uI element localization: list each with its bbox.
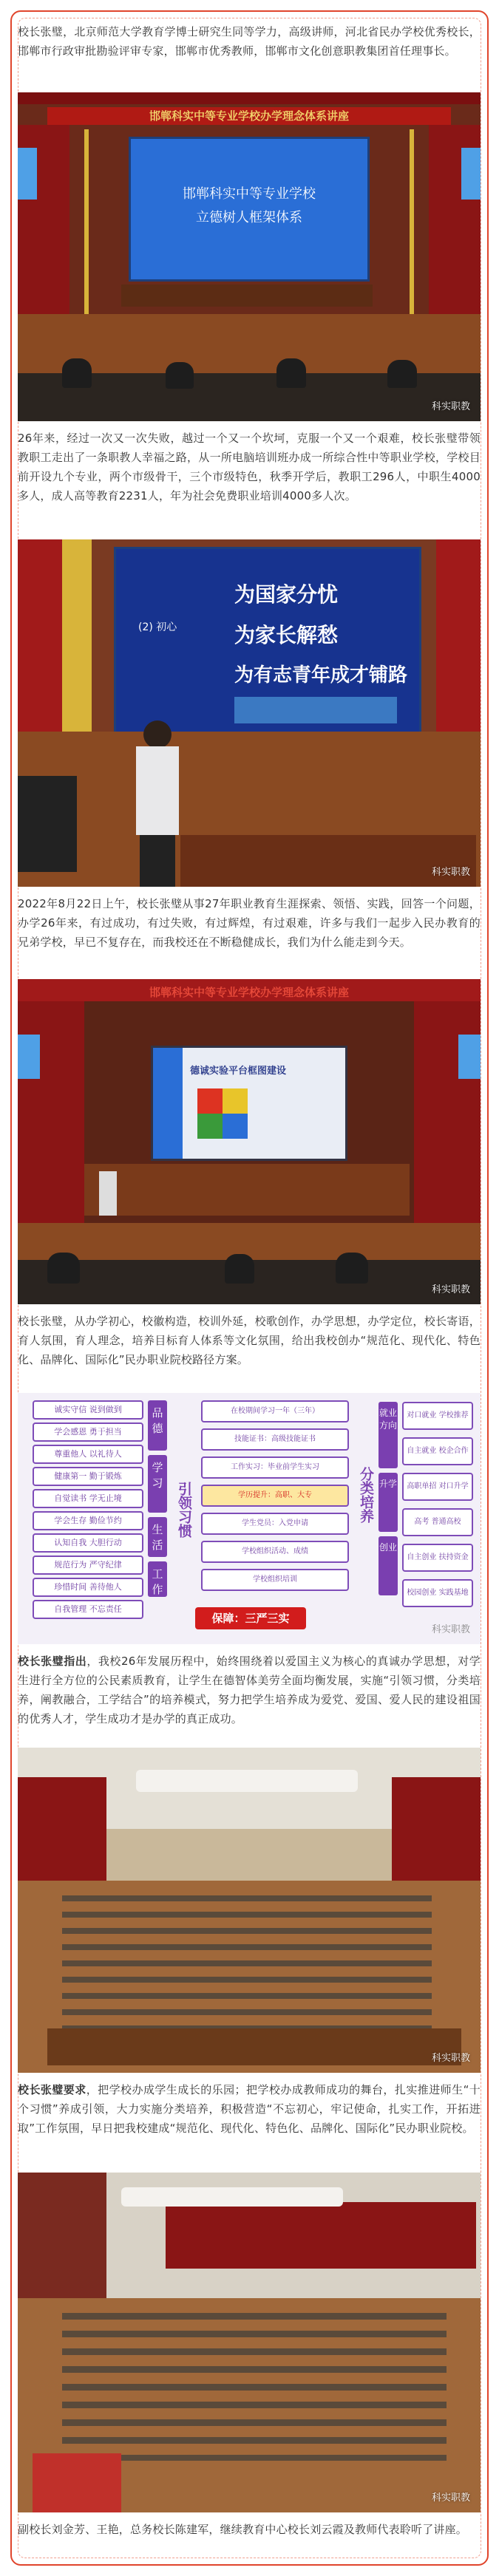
left-item: 珍惜时间 善待他人 [33,1578,143,1597]
left-item: 规范行为 严守纪律 [33,1556,143,1575]
left-item: 学会生存 勤俭节约 [33,1511,143,1530]
right-item: 自主就业 校企合作 [402,1437,473,1465]
right-group: 升学 [379,1473,398,1532]
paragraph-3: 2022年8月22日上午，校长张璧从事27年职业教育生涯探索、领悟、实践，回答一个问题，办学26年来，有过成功，有过失败，有过辉煌，有过艰难，许多与我们一起步入民办教育的兄弟学校，早已不复存在，而我校还在不断稳健成长，我们为什么能走到今天。 [18,897,481,949]
slide-line-2: 为家长解愁 [234,623,339,647]
center-label: 引领习惯 [176,1482,192,1538]
right-label: 分类培养 [358,1467,374,1523]
middle-item: 学历提升：高职、大专 [201,1485,349,1507]
left-tag: 学习 [148,1455,167,1513]
left-item: 认知自我 大胆行动 [33,1533,143,1553]
paragraph-4: 校长张璧，从办学初心，校徽构造，校训外延，校歌创作，办学思想，办学定位，校长寄语，育人氛围，育人理念，培养目标育人体系等文化氛围，给出我校创办“规范化、现代化、特色化、品牌化、国际化”民办职业院校路径方案。 [18,1315,481,1366]
paragraph-5 [18,1652,481,1728]
slide-label: (2) 初心 [138,621,177,633]
diagram-education-system [18,1393,481,1644]
slide-line-3: 为有志青年成才铺路 [234,664,408,686]
watermark: 科实职教 [431,2492,470,2504]
middle-item: 在校期间学习一年（三年） [201,1400,349,1422]
paragraph-2: 26年来，经过一次又一次失败，越过一个又一个坎坷，克服一个又一个艰难，校长张璧带领教职工走出了一条职教人幸福之路，从一所电脑培训班办成一所综合性中等职业学校，学校目前开设九个专业，两个市级骨干，三个市级特色，秋季开学后，教职工296人，中职生4000多人，成人高等教育2231人，年为社会免费职业培训4000多人次。 [18,432,481,502]
left-item: 学会感恩 勇于担当 [33,1422,143,1442]
left-tag: 生活 [148,1517,167,1557]
slide-line-1: 为国家分忧 [234,582,339,607]
right-item: 高职单招 对口升学 [402,1473,473,1501]
right-item: 高考 普通高校 [402,1508,473,1536]
watermark: 科实职教 [431,867,470,878]
right-group: 就业方向 [379,1402,398,1468]
paragraph-7: 副校长刘金芳、王艳，总务校长陈建军，继续教育中心校长刘云霞及教师代表聆听了讲座。 [18,2523,468,2536]
screen-title: 邯郸科实中等专业学校 [183,186,316,202]
middle-item: 技能证书：高级技能证书 [201,1428,349,1451]
watermark: 科实职教 [431,1624,470,1635]
watermark: 科实职教 [431,2053,470,2064]
left-item: 自觉读书 学无止境 [33,1489,143,1508]
stage-banner-2: 邯郸科实中等专业学校办学理念体系讲座 [149,986,349,999]
photo-stage-1 [18,92,481,421]
left-tag: 工作 [148,1561,167,1597]
projection-screen [129,137,370,282]
projection-screen-2 [151,1046,347,1161]
right-item: 自主创业 扶持资金 [402,1544,473,1572]
left-item: 诚实守信 说到做到 [33,1400,143,1420]
right-item: 校园创业 实践基地 [402,1579,473,1607]
left-item: 自我管理 不忘责任 [33,1600,143,1619]
right-group: 创业 [379,1536,398,1595]
screen-subtitle: 立德树人框架体系 [196,210,302,225]
middle-item: 学校组织活动、成绩 [201,1541,349,1563]
paragraph-5-body: ，我校26年发展历程中，始终围绕着以爱国主义为核心的真诚办学思想，对学生进行全方位的公民素质教育，让学生在德智体美劳全面均衡发展，实施“引领习惯，分类培养，阐教融合，工学结合”的培养模式，努力把学生培养成为爱党、爱国、爱人民的建设祖国的优秀人才，学生成功才是办学的真正成功。 [18,1655,481,1725]
left-tag: 品德 [148,1400,167,1451]
guarantee-badge: 保障：三严三实 [195,1607,306,1629]
right-item: 对口就业 学校推荐 [402,1402,473,1430]
photo-speaker-slide [18,539,481,887]
stage-banner: 邯郸科实中等专业学校办学理念体系讲座 [47,107,451,125]
left-item: 健康第一 勤于锻炼 [33,1467,143,1486]
watermark: 科实职教 [431,401,470,412]
left-item: 尊重他人 以礼待人 [33,1445,143,1464]
photo-audience-1 [18,1748,481,2073]
watermark: 科实职教 [431,1284,470,1295]
middle-item: 学生党员：入党申请 [201,1513,349,1535]
paragraph-6-lead: 校长张璧要求 [18,2083,86,2096]
paragraph-1: 校长张璧，北京师范大学教育学博士研究生同等学力，高级讲师，河北省民办学校优秀校长，邯郸市行政审批勘验评审专家，邯郸市优秀教师，邯郸市文化创意职教集团首任理事长。 [18,25,481,58]
screen-title-2: 德诚实验平台框图建设 [190,1066,287,1077]
paragraph-6-body: ，把学校办成学生成长的乐园；把学校办成教师成功的舞台，扎实推进师生“十个习惯”养成引领，大力实施分类培养，积极营造“不忘初心，牢记使命，扎实工作，开拓进取”工作氛围，早日把我校建成“规范化、现代化、特色化、品牌化、国际化”民办职业院校。 [18,2083,481,2135]
middle-item: 工作实习：毕业前学生实习 [201,1456,349,1479]
middle-item: 学校组织培训 [201,1569,349,1591]
photo-stage-2 [18,979,481,1304]
photo-audience-2 [18,2173,481,2512]
slide-screen [114,547,421,736]
paragraph-6 [18,2080,481,2138]
paragraph-5-lead: 校长张璧指出 [18,1655,87,1668]
